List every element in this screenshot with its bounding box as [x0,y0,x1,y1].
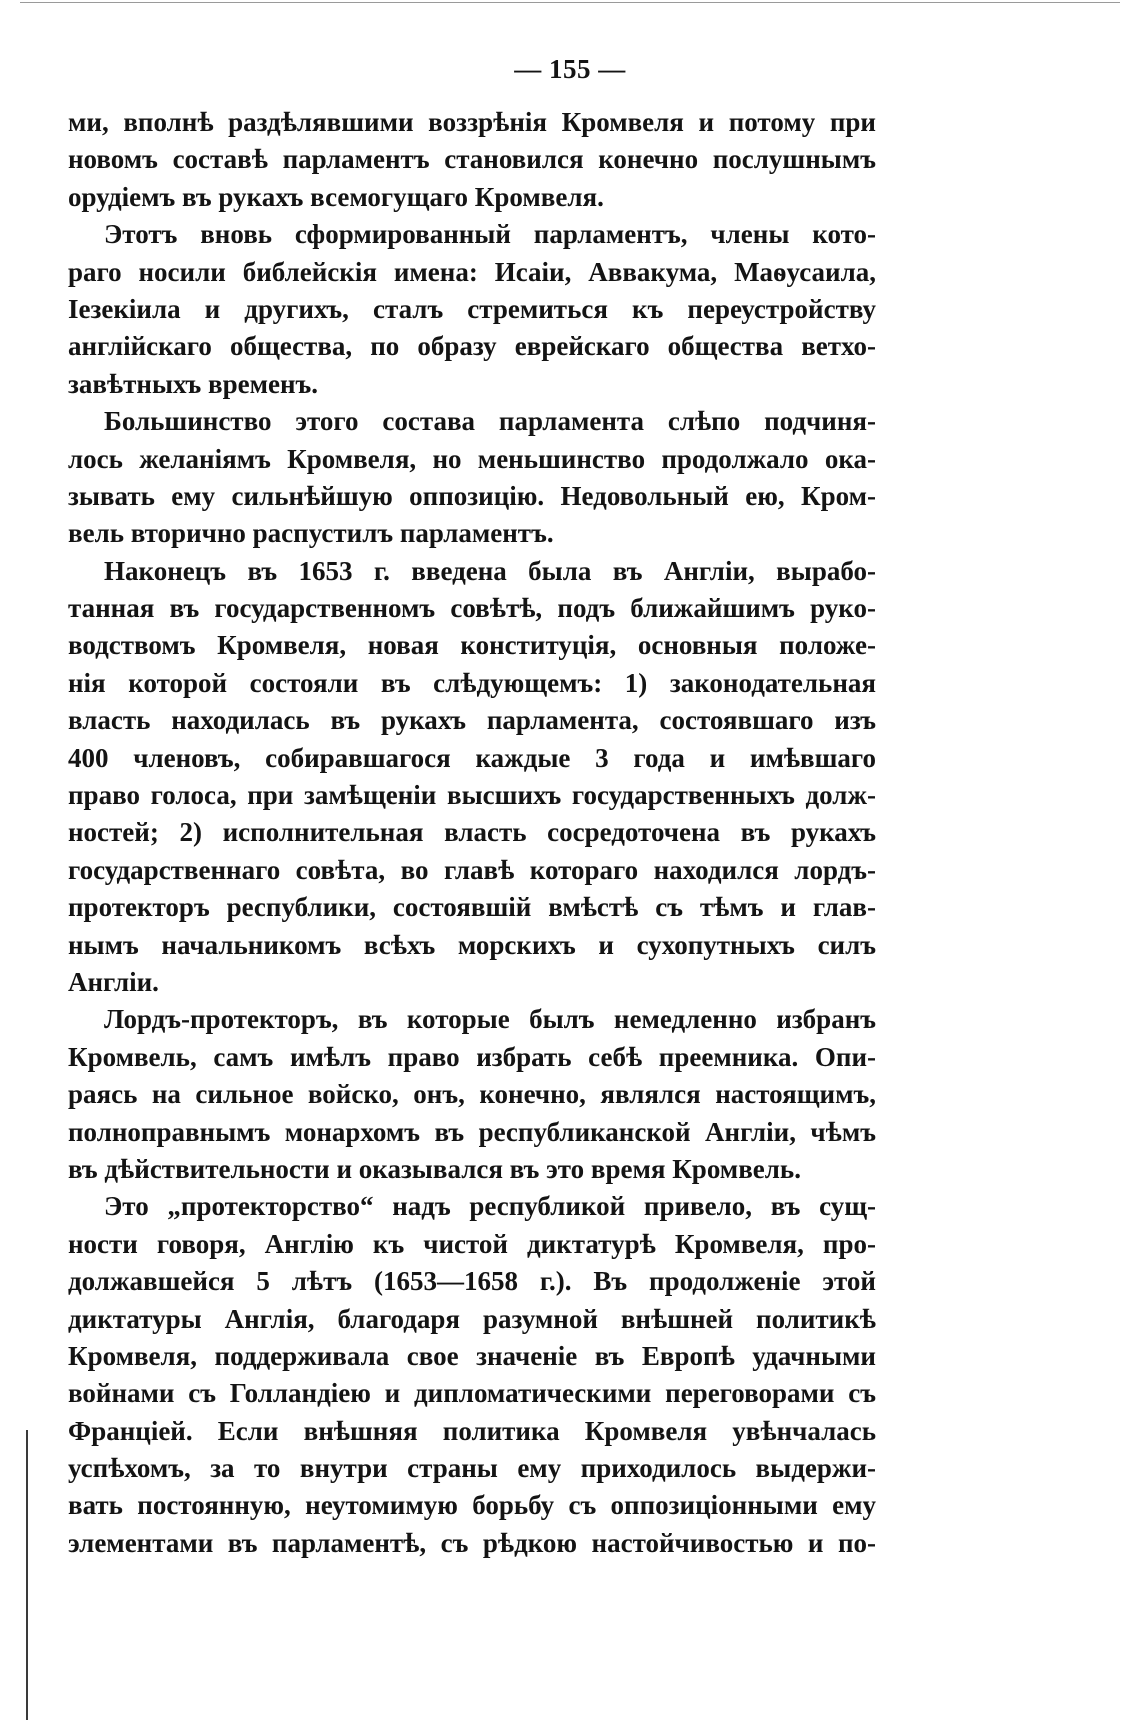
text-line: ми, вполнѣ раздѣлявшими воззрѣнія Кромвеля и потому при [68,107,876,137]
text-line: Франціей. Если внѣшняя политика Кромвеля увѣнчалась [68,1415,876,1446]
text-line: полноправнымъ монархомъ въ республиканской Англіи, чѣмъ [68,1116,876,1147]
text-line: войнами съ Голландіею и дипломатическими переговорами съ [68,1378,876,1409]
text-line: ности говоря, Англію къ чистой диктатурѣ Кромвеля, про- [68,1228,876,1259]
text-line: Іезекіила и другихъ, сталъ стремиться къ переустройству [68,293,876,324]
text-line: Большинство этого состава парламента слѣпо подчиня- [104,406,876,437]
text-line: въ дѣйствительности и оказывался въ это время Кромвель. [68,1153,801,1184]
page-number: — 155 — [514,54,626,84]
text-line: право голоса, при замѣщеніи высшихъ государственныхъ долж- [68,780,876,811]
text-line: Кромвель, самъ имѣлъ право избрать себѣ преемника. Опи- [68,1041,876,1072]
text-line: лось желаніямъ Кромвеля, но меньшинство продолжало ока- [68,443,876,474]
text-line: завѣтныхъ временъ. [68,368,319,399]
text-line: орудіемъ въ рукахъ всемогущаго Кромвеля. [68,181,604,212]
text-line: Этотъ вновь сформированный парламентъ, члены кото- [104,219,876,250]
text-line: государственнаго совѣта, во главѣ котораго находился лордъ- [68,854,876,885]
text-line: 400 членовъ, собиравшагося каждые 3 года и имѣвшаго [68,742,876,773]
scan-margin-line [26,1430,28,1720]
text-line: зывать ему сильнѣйшую оппозицію. Недовольный ею, Кром- [68,480,876,511]
text-line: диктатуры Англія, благодаря разумной внѣшней политикѣ [68,1303,876,1334]
text-line: водствомъ Кромвеля, новая конституція, основныя положе- [68,630,876,661]
text-line: нымъ начальникомъ всѣхъ морскихъ и сухопутныхъ силъ [68,929,876,960]
text-line: Кромвеля, поддерживала свое значеніе въ Европѣ удачными [68,1340,876,1371]
text-line: элементами въ парламентѣ, съ рѣдкою настойчивостью и по- [68,1527,876,1558]
text-line: Англіи. [68,966,159,997]
text-line: раго носили библейскія имена: Исаіи, Аввакума, Маѳусаила, [68,256,876,287]
text-line: протекторъ республики, состоявшій вмѣстѣ съ тѣмъ и глав- [68,892,876,923]
text-line: власть находилась въ рукахъ парламента, состоявшаго изъ [68,705,876,736]
text-line: раясь на сильное войско, онъ, конечно, являлся настоящимъ, [68,1079,876,1110]
text-line: танная въ государственномъ совѣтѣ, подъ ближайшимъ руко- [68,593,876,624]
top-edge-rule [20,2,1120,3]
text-line: успѣхомъ, за то внутри страны ему приходилось выдержи- [68,1453,876,1484]
body-text [68,104,876,1562]
text-line: вель вторично распустилъ парламентъ. [68,518,554,549]
text-line: Лордъ-протекторъ, въ которые былъ немедленно избранъ [104,1004,876,1035]
text-line: ностей; 2) исполнительная власть сосредоточена въ рукахъ [68,817,876,848]
text-line: Наконецъ въ 1653 г. введена была въ Англіи, вырабо- [104,555,876,586]
text-line: вать постоянную, неутомимую борьбу съ оппозиціонными ему [68,1490,876,1521]
text-line: Это „протекторство“ надъ республикой привело, въ сущ- [104,1191,876,1222]
text-line: англійскаго общества, по образу еврейскаго общества ветхо- [68,331,876,362]
text-line: должавшейся 5 лѣтъ (1653—1658 г.). Въ продолженіе этой [68,1266,876,1297]
text-line: нія которой состояли въ слѣдующемъ: 1) законодательная [68,667,876,698]
text-line: новомъ составѣ парламентъ становился конечно послушнымъ [68,144,876,175]
